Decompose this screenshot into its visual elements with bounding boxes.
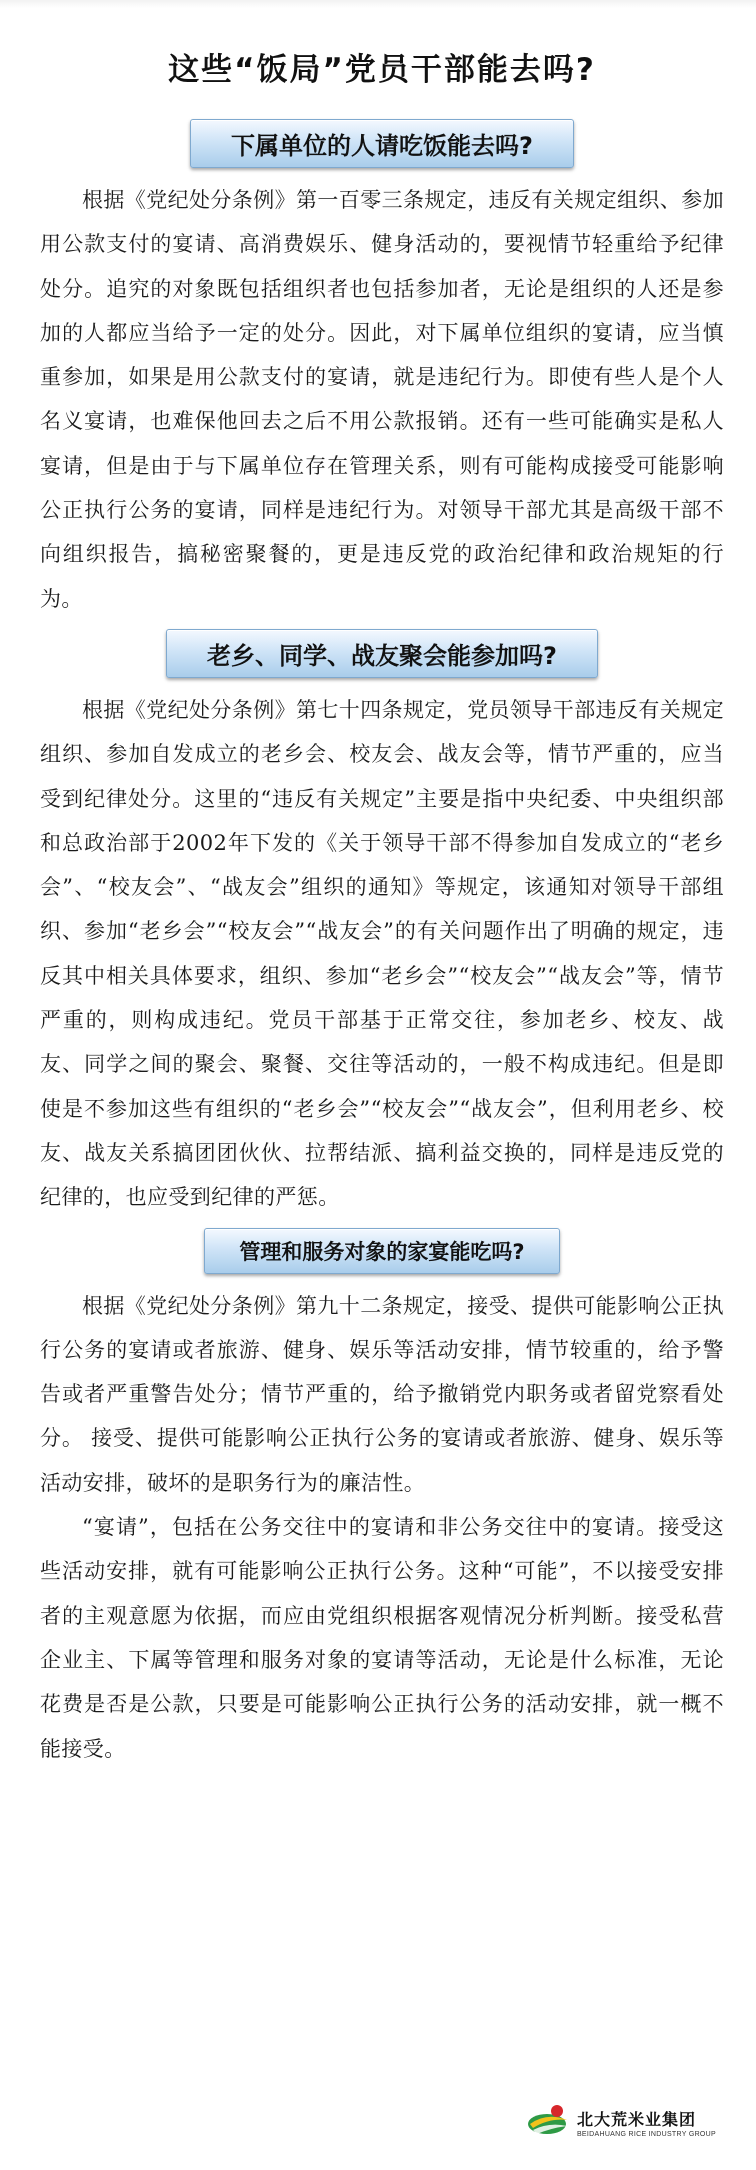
logo-name-en: BEIDAHUANG RICE INDUSTRY GROUP	[576, 2130, 716, 2138]
section-family-banquet	[40, 1228, 724, 1771]
section-reunion	[40, 629, 724, 1220]
section-subordinate-dinner	[40, 119, 724, 621]
page-title: 这些“饭局”党员干部能去吗?	[168, 52, 596, 88]
section-paragraph: 根据《党纪处分条例》第七十四条规定，党员领导干部违反有关规定组织、参加自发成立的老乡会、校友会、战友会等，情节严重的，应当受到纪律处分。这里的“违反有关规定”主要是指中央纪委、中央组织部和总政治部于2002年下发的《关于领导干部不得参加自发成立的“老乡会”、“校友会”、“战友会”组织的通知》等规定，该通知对领导干部组织、参加“老乡会”“校友会”“战友会”的有关问题作出了明确的规定，违反其中相关具体要求，组织、参加“老乡会”“校友会”“战友会”等，情节严重的，则构成违纪。党员干部基于正常交往，参加老乡、校友、战友、同学之间的聚会、聚餐、交往等活动的，一般不构成违纪。但是即使是不参加这些有组织的“老乡会”“校友会”“战友会”，但利用老乡、校友、战友关系搞团团伙伙、拉帮结派、搞利益交换的，同样是违反党的纪律的，也应受到纪律的严惩。	[40, 697, 724, 1210]
section-heading: 管理和服务对象的家宴能吃吗?	[204, 1228, 559, 1274]
company-logo	[527, 2102, 716, 2142]
section-paragraph: “宴请”，包括在公务交往中的宴请和非公务交往中的宴请。接受这些活动安排，就有可能影响公正执行公务。这种“可能”，不以接受安排者的主观意愿为依据，而应由党组织根据客观情况分析判断。接受私营企业主、下属等管理和服务对象的宴请等活动，无论是什么标准，无论花费是否是公款，只要是可能影响公正执行公务的活动安排，就一概不能接受。	[40, 1515, 724, 1761]
section-heading: 下属单位的人请吃饭能去吗?	[190, 119, 574, 168]
beidahuang-logo-icon	[527, 2102, 571, 2142]
section-heading: 老乡、同学、战友聚会能参加吗?	[166, 629, 598, 678]
logo-name-cn: 北大荒米业集团	[576, 2109, 696, 2129]
section-paragraph: 根据《党纪处分条例》第一百零三条规定，违反有关规定组织、参加用公款支付的宴请、高消费娱乐、健身活动的，要视情节轻重给予纪律处分。追究的对象既包括组织者也包括参加者，无论是组织的人还是参加的人都应当给予一定的处分。因此，对下属单位组织的宴请，应当慎重参加，如果是用公款支付的宴请，就是违纪行为。即使有些人是个人名义宴请，也难保他回去之后不用公款报销。还有一些可能确实是私人宴请，但是由于与下属单位存在管理关系，则有可能构成接受可能影响公正执行公务的宴请，同样是违纪行为。对领导干部尤其是高级干部不向组织报告，搞秘密聚餐的，更是违反党的政治纪律和政治规矩的行为。	[40, 188, 724, 611]
section-paragraph: 根据《党纪处分条例》第九十二条规定，接受、提供可能影响公正执行公务的宴请或者旅游、健身、娱乐等活动安排，情节较重的，给予警告或者严重警告处分；情节严重的，给予撤销党内职务或者留党察看处分。 接受、提供可能影响公正执行公务的宴请或者旅游、健身、娱乐等活动安排，破坏的是职务行为的廉洁性。	[40, 1293, 724, 1495]
